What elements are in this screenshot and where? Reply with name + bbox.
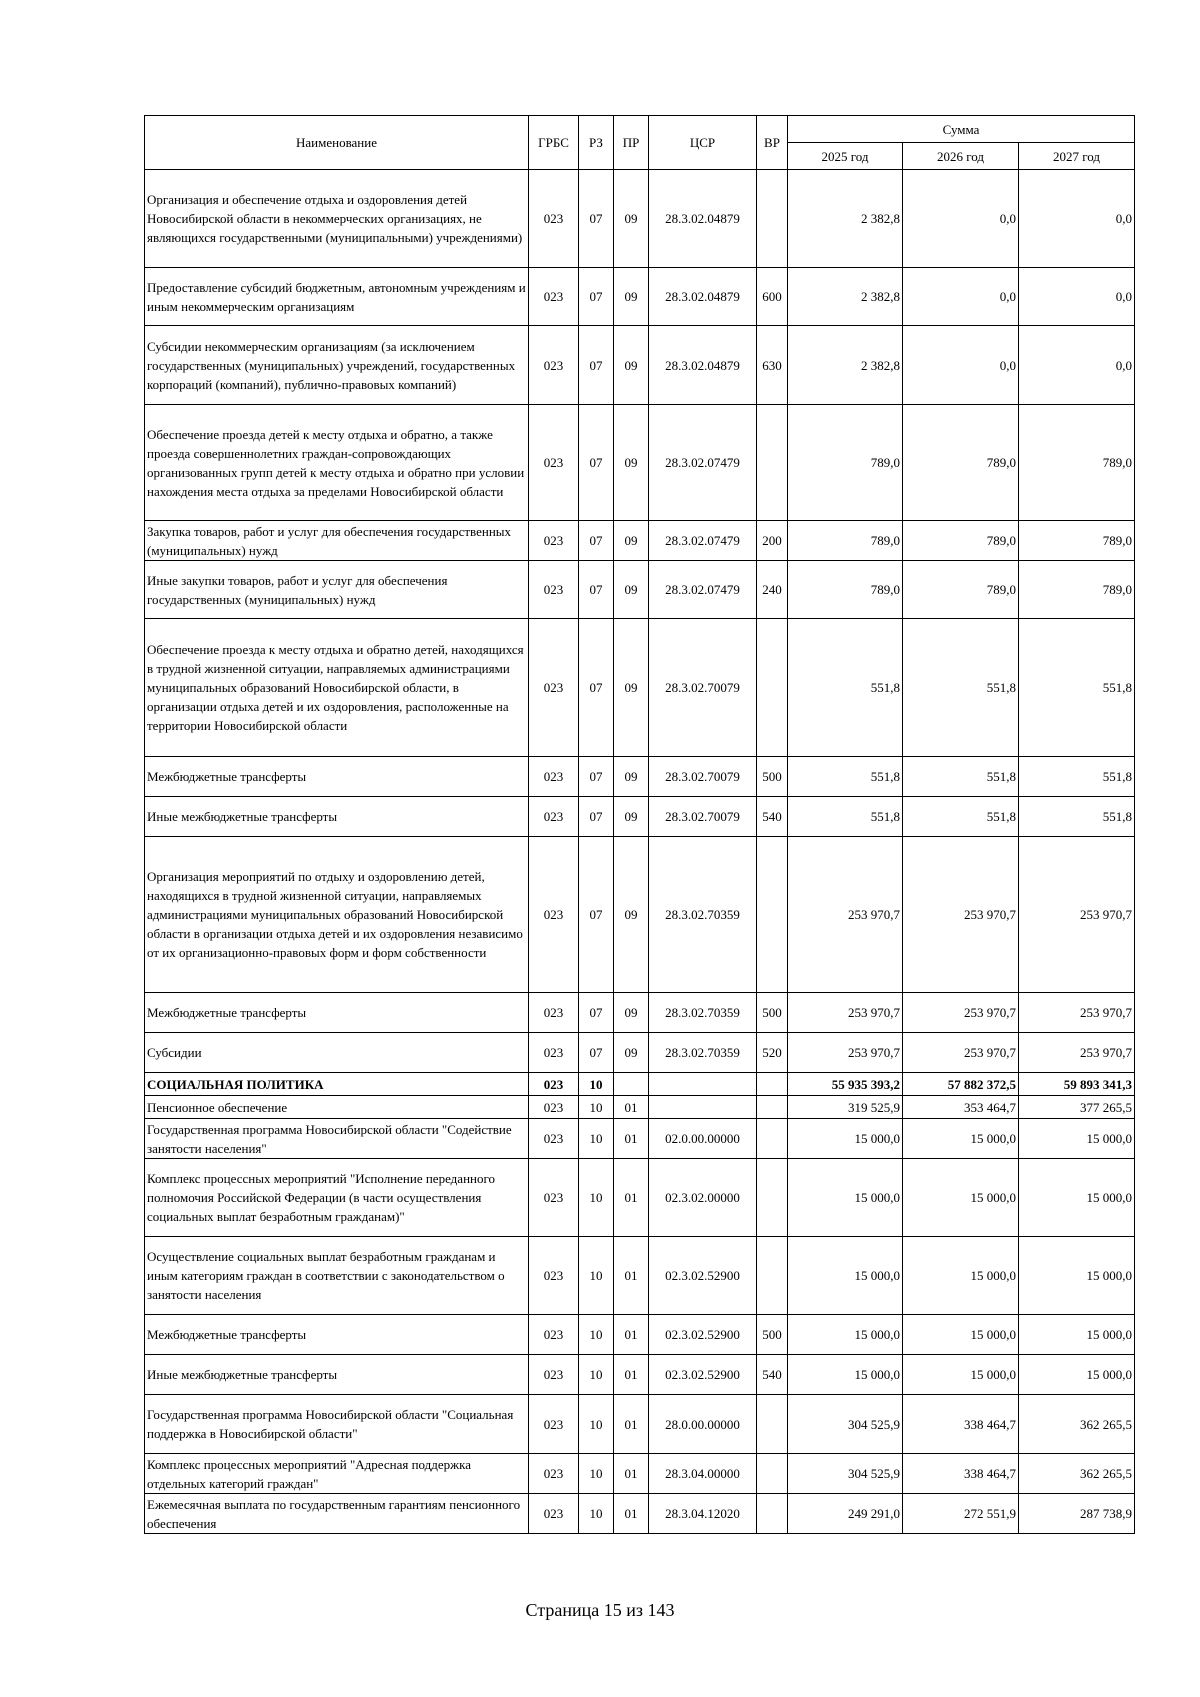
row-amount-2027: 59 893 341,3 [1019,1073,1135,1096]
row-amount-2025: 551,8 [788,757,903,797]
row-name: Организация мероприятий по отдыху и оздоровлению детей, находящихся в трудной жизненной ситуации, направляемых администрациями муниципальных образований Новосибирской области в организации отдыха детей и их оздоровления независимо от их организационно-правовых форм и форм собственности [145,837,529,993]
table-body [145,170,1135,1534]
row-rz: 07 [579,326,614,405]
row-vr: 200 [757,521,788,561]
row-amount-2027: 15 000,0 [1019,1355,1135,1395]
row-grbs: 023 [529,797,579,837]
row-vr [757,1237,788,1315]
row-vr: 630 [757,326,788,405]
row-pr: 09 [614,405,649,521]
row-pr: 01 [614,1315,649,1355]
row-csr: 28.3.02.07479 [649,561,757,619]
header-name: Наименование [145,116,529,170]
row-csr: 28.3.02.70359 [649,1033,757,1073]
header-year-2025: 2025 год [788,143,903,170]
row-csr [649,1073,757,1096]
row-rz: 10 [579,1454,614,1494]
row-amount-2026: 15 000,0 [903,1237,1019,1315]
row-name: Обеспечение проезда к месту отдыха и обратно детей, находящихся в трудной жизненной ситуации, направляемых администрациями муниципальных образований Новосибирской области, в организации отдыха детей и их оздоровления, расположенные на территории Новосибирской области [145,619,529,757]
budget-table [144,115,1135,1534]
row-rz: 07 [579,405,614,521]
row-vr [757,1096,788,1119]
row-csr: 28.0.00.00000 [649,1395,757,1454]
row-vr [757,1073,788,1096]
row-amount-2027: 0,0 [1019,170,1135,268]
row-csr: 28.3.02.70079 [649,619,757,757]
row-amount-2027: 15 000,0 [1019,1315,1135,1355]
row-name: Иные межбюджетные трансферты [145,1355,529,1395]
row-pr: 09 [614,521,649,561]
table-row [145,1237,1135,1315]
row-pr: 01 [614,1494,649,1534]
row-grbs: 023 [529,757,579,797]
row-pr: 09 [614,326,649,405]
table-row [145,1315,1135,1355]
row-csr: 28.3.02.70079 [649,797,757,837]
table-row [145,1395,1135,1454]
row-vr: 540 [757,1355,788,1395]
row-amount-2026: 353 464,7 [903,1096,1019,1119]
row-amount-2026: 551,8 [903,797,1019,837]
row-grbs: 023 [529,837,579,993]
table-header [145,116,1135,170]
row-amount-2026: 15 000,0 [903,1159,1019,1237]
row-name: Комплекс процессных мероприятий "Исполнение переданного полномочия Российской Федерации (в части осуществления социальных выплат безработным гражданам)" [145,1159,529,1237]
row-pr: 09 [614,993,649,1033]
row-vr [757,1159,788,1237]
row-amount-2027: 253 970,7 [1019,837,1135,993]
row-name: Ежемесячная выплата по государственным гарантиям пенсионного обеспечения [145,1494,529,1534]
row-amount-2025: 253 970,7 [788,993,903,1033]
row-rz: 07 [579,561,614,619]
row-amount-2027: 15 000,0 [1019,1237,1135,1315]
row-rz: 10 [579,1096,614,1119]
row-rz: 07 [579,797,614,837]
row-name: Государственная программа Новосибирской области "Социальная поддержка в Новосибирской области" [145,1395,529,1454]
row-grbs: 023 [529,1033,579,1073]
row-csr: 28.3.02.07479 [649,521,757,561]
row-amount-2026: 338 464,7 [903,1395,1019,1454]
header-rz: РЗ [579,116,614,170]
row-pr: 09 [614,837,649,993]
row-pr: 09 [614,797,649,837]
row-rz: 07 [579,268,614,326]
row-rz: 07 [579,837,614,993]
header-vr: ВР [757,116,788,170]
row-amount-2026: 272 551,9 [903,1494,1019,1534]
row-pr: 09 [614,561,649,619]
row-name: Межбюджетные трансферты [145,757,529,797]
row-grbs: 023 [529,1096,579,1119]
row-amount-2027: 789,0 [1019,561,1135,619]
table-row [145,837,1135,993]
row-amount-2026: 551,8 [903,757,1019,797]
row-rz: 07 [579,757,614,797]
row-name: Иные межбюджетные трансферты [145,797,529,837]
row-amount-2025: 253 970,7 [788,1033,903,1073]
table-row [145,1096,1135,1119]
row-name: Организация и обеспечение отдыха и оздоровления детей Новосибирской области в некоммерческих организациях, не являющихся государственными (муниципальными) учреждениями) [145,170,529,268]
table-row [145,170,1135,268]
row-csr: 02.3.02.52900 [649,1355,757,1395]
table-row [145,1355,1135,1395]
row-vr: 520 [757,1033,788,1073]
row-pr: 01 [614,1096,649,1119]
row-amount-2026: 15 000,0 [903,1355,1019,1395]
table-row [145,268,1135,326]
row-csr: 02.3.02.52900 [649,1315,757,1355]
row-pr: 01 [614,1119,649,1159]
row-grbs: 023 [529,1237,579,1315]
row-vr [757,405,788,521]
row-name: Комплекс процессных мероприятий "Адресная поддержка отдельных категорий граждан" [145,1454,529,1494]
table-row [145,1033,1135,1073]
table-row [145,1073,1135,1096]
row-amount-2025: 2 382,8 [788,326,903,405]
row-name: Межбюджетные трансферты [145,993,529,1033]
row-csr [649,1096,757,1119]
row-amount-2025: 304 525,9 [788,1454,903,1494]
row-csr: 02.0.00.00000 [649,1119,757,1159]
row-pr: 01 [614,1454,649,1494]
row-csr: 02.3.02.00000 [649,1159,757,1237]
row-amount-2025: 15 000,0 [788,1237,903,1315]
row-rz: 10 [579,1315,614,1355]
row-rz: 10 [579,1073,614,1096]
row-pr: 09 [614,170,649,268]
row-vr [757,1395,788,1454]
row-grbs: 023 [529,619,579,757]
row-pr: 01 [614,1159,649,1237]
row-rz: 10 [579,1494,614,1534]
table-row [145,561,1135,619]
row-amount-2026: 338 464,7 [903,1454,1019,1494]
row-amount-2027: 253 970,7 [1019,1033,1135,1073]
row-amount-2027: 551,8 [1019,757,1135,797]
row-rz: 07 [579,1033,614,1073]
table-row [145,1159,1135,1237]
row-grbs: 023 [529,1073,579,1096]
header-pr: ПР [614,116,649,170]
row-vr [757,170,788,268]
row-vr [757,619,788,757]
row-pr: 01 [614,1395,649,1454]
row-vr: 600 [757,268,788,326]
row-name: Субсидии некоммерческим организациям (за исключением государственных (муниципальных) учреждений, государственных корпораций (компаний), публично-правовых компаний) [145,326,529,405]
header-sum: Сумма [788,116,1135,143]
row-amount-2027: 15 000,0 [1019,1119,1135,1159]
row-pr: 09 [614,619,649,757]
row-vr: 500 [757,1315,788,1355]
row-amount-2026: 253 970,7 [903,1033,1019,1073]
row-amount-2025: 304 525,9 [788,1395,903,1454]
row-amount-2025: 249 291,0 [788,1494,903,1534]
row-grbs: 023 [529,1494,579,1534]
row-amount-2027: 362 265,5 [1019,1454,1135,1494]
row-grbs: 023 [529,561,579,619]
row-pr: 09 [614,757,649,797]
table-row [145,797,1135,837]
row-grbs: 023 [529,1159,579,1237]
row-amount-2025: 789,0 [788,561,903,619]
row-grbs: 023 [529,1395,579,1454]
row-amount-2027: 551,8 [1019,797,1135,837]
row-pr [614,1073,649,1096]
row-amount-2026: 253 970,7 [903,837,1019,993]
table-row [145,1494,1135,1534]
row-grbs: 023 [529,170,579,268]
row-csr: 28.3.02.70359 [649,993,757,1033]
row-amount-2025: 253 970,7 [788,837,903,993]
row-amount-2025: 15 000,0 [788,1315,903,1355]
row-amount-2026: 0,0 [903,170,1019,268]
row-amount-2025: 551,8 [788,797,903,837]
row-amount-2025: 319 525,9 [788,1096,903,1119]
row-grbs: 023 [529,993,579,1033]
header-year-2027: 2027 год [1019,143,1135,170]
row-vr: 500 [757,757,788,797]
table-row [145,405,1135,521]
row-vr: 240 [757,561,788,619]
table-row [145,521,1135,561]
row-csr: 28.3.02.70359 [649,837,757,993]
table-row [145,1119,1135,1159]
row-amount-2027: 551,8 [1019,619,1135,757]
row-csr: 28.3.02.04879 [649,268,757,326]
row-rz: 07 [579,170,614,268]
row-amount-2025: 789,0 [788,405,903,521]
row-amount-2027: 15 000,0 [1019,1159,1135,1237]
row-csr: 28.3.02.04879 [649,170,757,268]
row-grbs: 023 [529,268,579,326]
row-amount-2025: 551,8 [788,619,903,757]
row-amount-2027: 0,0 [1019,268,1135,326]
row-name: Межбюджетные трансферты [145,1315,529,1355]
row-name: Предоставление субсидий бюджетным, автономным учреждениям и иным некоммерческим организациям [145,268,529,326]
table-row [145,757,1135,797]
table-row [145,326,1135,405]
row-amount-2025: 789,0 [788,521,903,561]
header-csr: ЦСР [649,116,757,170]
row-vr [757,837,788,993]
row-rz: 10 [579,1395,614,1454]
row-pr: 01 [614,1237,649,1315]
row-rz: 07 [579,993,614,1033]
row-csr: 28.3.04.00000 [649,1454,757,1494]
row-amount-2027: 377 265,5 [1019,1096,1135,1119]
row-amount-2026: 789,0 [903,561,1019,619]
row-amount-2026: 0,0 [903,326,1019,405]
row-name: Субсидии [145,1033,529,1073]
row-amount-2026: 789,0 [903,405,1019,521]
table-row [145,619,1135,757]
row-pr: 01 [614,1355,649,1395]
row-vr [757,1119,788,1159]
row-csr: 28.3.04.12020 [649,1494,757,1534]
row-csr: 02.3.02.52900 [649,1237,757,1315]
row-name: Иные закупки товаров, работ и услуг для обеспечения государственных (муниципальных) нужд [145,561,529,619]
table-row [145,993,1135,1033]
row-rz: 10 [579,1119,614,1159]
row-name: Пенсионное обеспечение [145,1096,529,1119]
row-amount-2027: 789,0 [1019,521,1135,561]
row-rz: 07 [579,521,614,561]
row-amount-2027: 362 265,5 [1019,1395,1135,1454]
row-vr [757,1454,788,1494]
page-number: Страница 15 из 143 [525,1600,675,1620]
row-amount-2026: 15 000,0 [903,1315,1019,1355]
row-pr: 09 [614,268,649,326]
row-grbs: 023 [529,405,579,521]
row-amount-2027: 789,0 [1019,405,1135,521]
row-name: Государственная программа Новосибирской области "Содействие занятости населения" [145,1119,529,1159]
row-name: Обеспечение проезда детей к месту отдыха и обратно, а также проезда совершеннолетних граждан-сопровождающих организованных групп детей к месту отдыха и обратно при условии нахождения места отдыха за пределами Новосибирской области [145,405,529,521]
row-grbs: 023 [529,1315,579,1355]
row-amount-2025: 2 382,8 [788,268,903,326]
row-amount-2025: 15 000,0 [788,1119,903,1159]
row-rz: 10 [579,1159,614,1237]
row-amount-2025: 2 382,8 [788,170,903,268]
row-amount-2025: 15 000,0 [788,1159,903,1237]
row-csr: 28.3.02.07479 [649,405,757,521]
row-name: Закупка товаров, работ и услуг для обеспечения государственных (муниципальных) нужд [145,521,529,561]
row-csr: 28.3.02.70079 [649,757,757,797]
row-amount-2027: 287 738,9 [1019,1494,1135,1534]
row-vr: 540 [757,797,788,837]
row-amount-2026: 551,8 [903,619,1019,757]
row-amount-2026: 15 000,0 [903,1119,1019,1159]
row-grbs: 023 [529,521,579,561]
row-amount-2026: 0,0 [903,268,1019,326]
row-pr: 09 [614,1033,649,1073]
header-grbs: ГРБС [529,116,579,170]
header-year-2026: 2026 год [903,143,1019,170]
row-grbs: 023 [529,1355,579,1395]
row-amount-2025: 55 935 393,2 [788,1073,903,1096]
row-name: СОЦИАЛЬНАЯ ПОЛИТИКА [145,1073,529,1096]
row-csr: 28.3.02.04879 [649,326,757,405]
row-rz: 10 [579,1237,614,1315]
row-grbs: 023 [529,1454,579,1494]
row-amount-2027: 0,0 [1019,326,1135,405]
row-grbs: 023 [529,326,579,405]
row-amount-2025: 15 000,0 [788,1355,903,1395]
row-vr: 500 [757,993,788,1033]
row-rz: 10 [579,1355,614,1395]
row-amount-2026: 57 882 372,5 [903,1073,1019,1096]
row-grbs: 023 [529,1119,579,1159]
row-amount-2026: 789,0 [903,521,1019,561]
row-rz: 07 [579,619,614,757]
row-vr [757,1494,788,1534]
table-row [145,1454,1135,1494]
row-name: Осуществление социальных выплат безработным гражданам и иным категориям граждан в соответствии с законодательством о занятости населения [145,1237,529,1315]
row-amount-2027: 253 970,7 [1019,993,1135,1033]
row-amount-2026: 253 970,7 [903,993,1019,1033]
